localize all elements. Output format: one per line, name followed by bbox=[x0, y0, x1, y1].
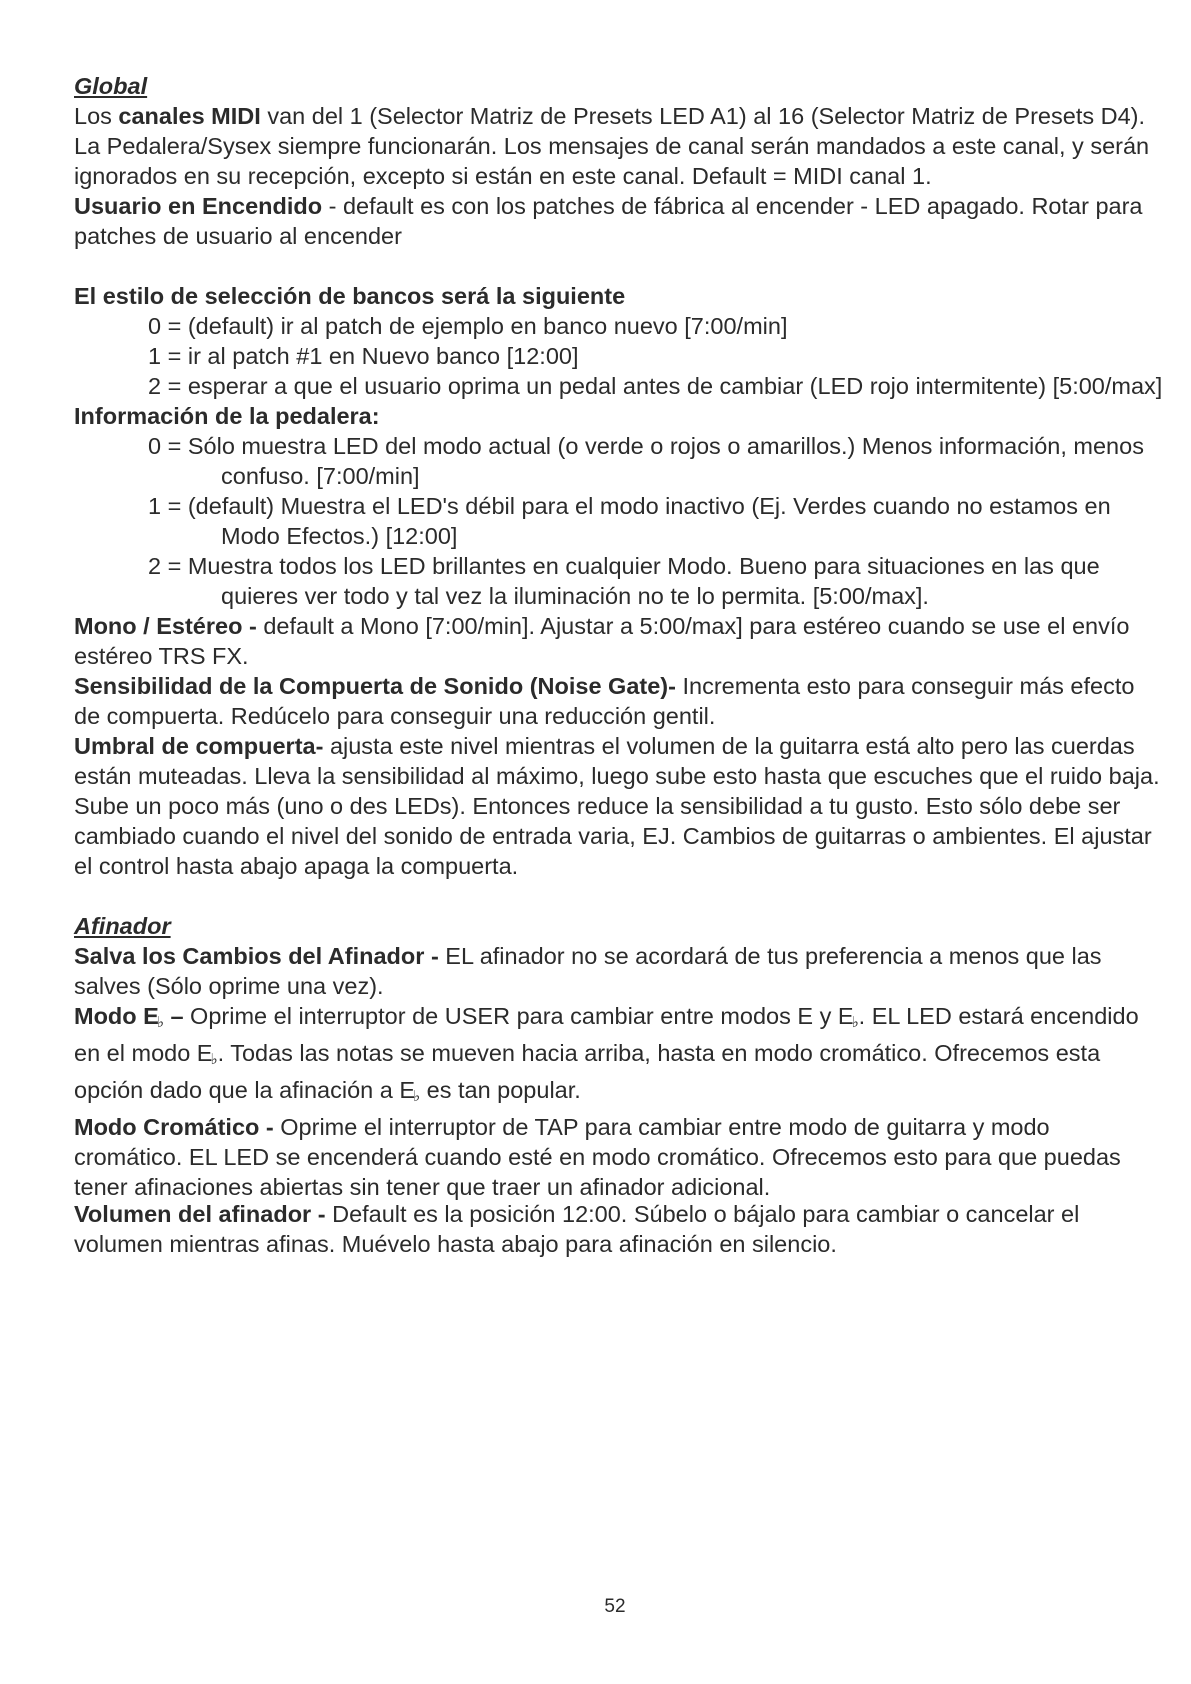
text: Oprime el interruptor de TAP para cambiar entre modo de guitarra y modo cromático. EL LED se encenderá cuando esté en modo cromático. Ofrecemos esto para que puedas tener afinaciones abiertas sin tener que traer un afinador adicional. bbox=[74, 1114, 1121, 1200]
flat-symbol: ♭ bbox=[210, 1051, 218, 1068]
flat-symbol: ♭ bbox=[851, 1014, 859, 1031]
paragraph-gate-threshold bbox=[74, 731, 1164, 881]
list-item: 1 = ir al patch #1 en Nuevo banco [12:00] bbox=[148, 343, 579, 369]
section-heading-global: Global bbox=[74, 73, 148, 99]
text: . Todas las notas se mueven hacia arriba, hasta en modo cromático. Ofrecemos esta opción dado que la afinación a E bbox=[74, 1040, 1101, 1103]
text: Incrementa esto para conseguir más efecto de compuerta. Redúcelo para conseguir una reducción gentil. bbox=[74, 673, 1135, 729]
list-item: 0 = (default) ir al patch de ejemplo en banco nuevo [7:00/min] bbox=[148, 313, 788, 339]
text: - default es con los patches de fábrica al encender - LED apagado. Rotar para patches de usuario al encender bbox=[74, 193, 1143, 249]
bold-term: El estilo de selección de bancos será la siguiente bbox=[74, 283, 626, 309]
bold-term: Sensibilidad de la Compuerta de Sonido (Noise Gate)- bbox=[74, 673, 676, 699]
text: es tan popular. bbox=[420, 1077, 581, 1103]
flat-symbol: ♭ bbox=[413, 1088, 421, 1105]
bold-term: Información de la pedalera: bbox=[74, 403, 380, 429]
section-heading-tuner: Afinador bbox=[74, 913, 171, 939]
paragraph-midi-channels bbox=[74, 101, 1164, 191]
list-item: 0 = Sólo muestra LED del modo actual (o verde o rojos o amarillos.) Menos información, menos confuso. [7:00/min] bbox=[148, 433, 1144, 489]
list-item: 2 = Muestra todos los LED brillantes en cualquier Modo. Bueno para situaciones en las que quieres ver todo y tal vez la iluminación no te lo permita. [5:00/max]. bbox=[148, 553, 1100, 609]
text: default a Mono [7:00/min]. Ajustar a 5:00/max] para estéreo cuando se use el envío estéreo TRS FX. bbox=[74, 613, 1130, 669]
pedal-info-title bbox=[74, 401, 1164, 431]
text: EL afinador no se acordará de tus preferencia a menos que las salves (Sólo oprime una vez). bbox=[74, 943, 1102, 999]
page-content bbox=[74, 71, 1164, 1259]
paragraph-tuner-volume bbox=[74, 1199, 1164, 1259]
text: Oprime el interruptor de USER para cambiar entre modos E y E bbox=[183, 1003, 854, 1029]
text: ajusta este nivel mientras el volumen de la guitarra está alto pero las cuerdas están muteadas. Lleva la sensibilidad al máximo, luego sube esto hasta que escuches que el ruido baja. Sube un poco más (uno o des LEDs). Entonces reduce la sensibilidad a tu gusto. Esto sólo debe ser cambiado cuando el nivel del sonido de entrada varia, EJ. Cambios de guitarras o ambientes. El ajustar el control hasta abajo apaga la compuerta. bbox=[74, 733, 1160, 879]
bank-style-title bbox=[74, 281, 1164, 311]
bold-term: – bbox=[163, 1003, 184, 1029]
paragraph-eflat-mode bbox=[74, 1001, 1164, 1112]
flat-symbol: ♭ bbox=[156, 1014, 164, 1031]
text: van del 1 (Selector Matriz de Presets LED A1) al 16 (Selector Matriz de Presets D4). La Pedalera/Sysex siempre funcionarán. Los mensajes de canal serán mandados a este canal, y serán ignorados en su recepción, excepto si están en este canal. Default = MIDI canal 1. bbox=[74, 103, 1150, 189]
paragraph-user-power-on bbox=[74, 191, 1164, 251]
text: . EL LED estará encendido en el modo E bbox=[74, 1003, 1139, 1066]
paragraph-mono-stereo bbox=[74, 611, 1164, 671]
list-item: 2 = esperar a que el usuario oprima un pedal antes de cambiar (LED rojo intermitente) [5:00/max] bbox=[148, 373, 1163, 399]
bold-term: Umbral de compuerta- bbox=[74, 733, 324, 759]
list-item: 1 = (default) Muestra el LED's débil para el modo inactivo (Ej. Verdes cuando no estamos en Modo Efectos.) [12:00] bbox=[148, 493, 1111, 549]
spacer bbox=[74, 251, 1164, 281]
bold-term: Volumen del afinador - bbox=[74, 1201, 326, 1227]
bold-term: Modo Cromático - bbox=[74, 1114, 274, 1140]
page-number: 52 bbox=[604, 1596, 626, 1617]
bold-term: Modo E bbox=[74, 1003, 159, 1029]
spacer bbox=[74, 881, 1164, 911]
bold-term: Mono / Estéreo - bbox=[74, 613, 257, 639]
text: Default es la posición 12:00. Súbelo o bájalo para cambiar o cancelar el volumen mientras afinas. Muévelo hasta abajo para afinación en silencio. bbox=[74, 1201, 1080, 1257]
paragraph-gate-sensitivity bbox=[74, 671, 1164, 731]
bold-term: canales MIDI bbox=[118, 103, 261, 129]
text: Los bbox=[74, 103, 119, 129]
bold-term: Usuario en Encendido bbox=[74, 193, 323, 219]
bold-term: Salva los Cambios del Afinador - bbox=[74, 943, 439, 969]
paragraph-save-tuner bbox=[74, 941, 1164, 1001]
paragraph-chromatic-mode bbox=[74, 1112, 1164, 1202]
